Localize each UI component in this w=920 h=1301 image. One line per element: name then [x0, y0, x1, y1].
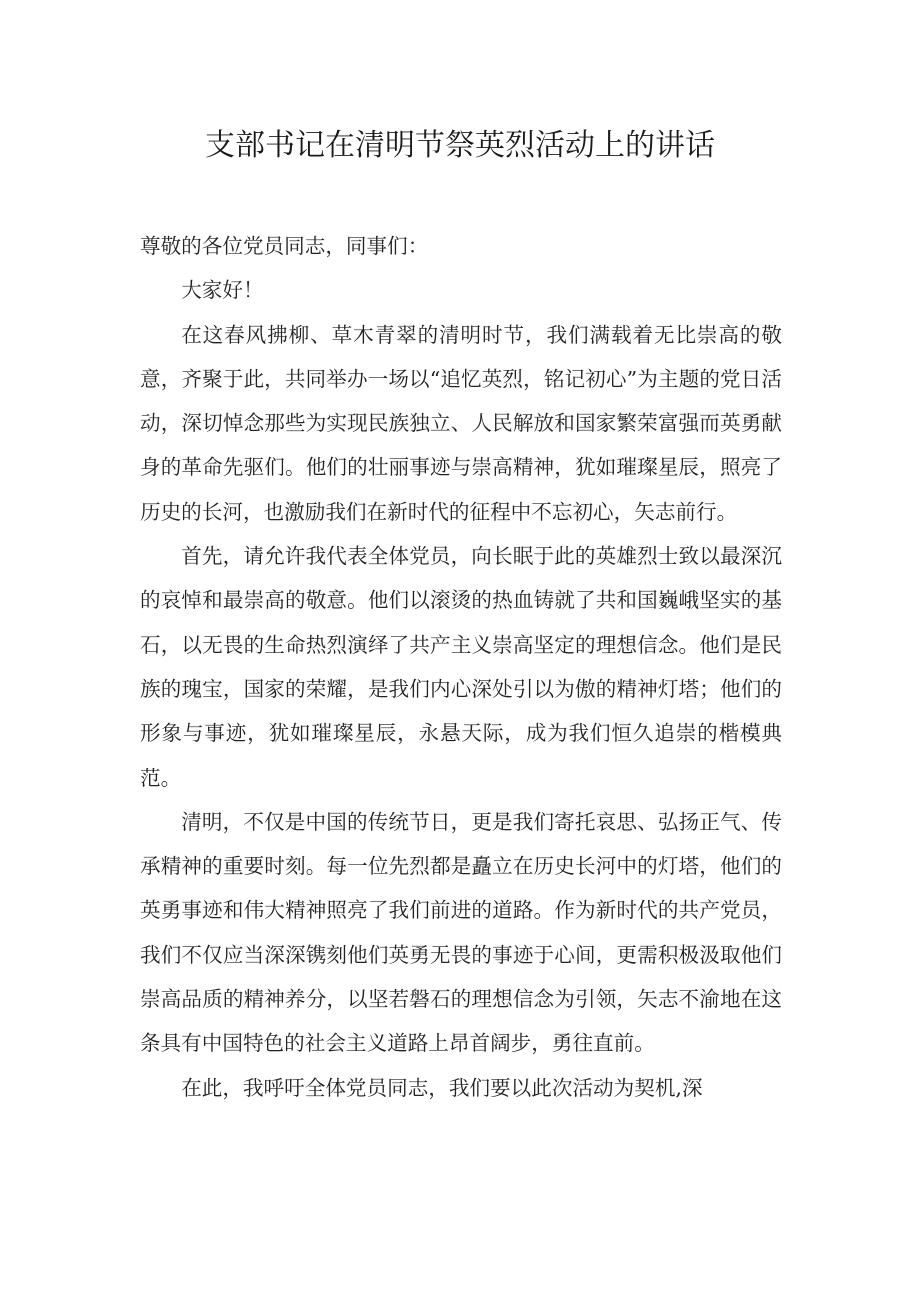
paragraph-2: 首先，请允许我代表全体党员，向长眠于此的英雄烈士致以最深沉的哀悼和最崇高的敬意。他们以滚烫的热血铸就了共和国巍峨坚实的基石，以无畏的生命热烈演绎了共产主义崇高坚定的理想信念。他们是民族的瑰宝，国家的荣耀，是我们内心深处引以为傲的精神灯塔；他们的形象与事迹，犹如璀璨星辰，永悬天际，成为我们恒久追崇的楷模典范。 — [140, 544, 782, 790]
greeting: 大家好！ — [181, 278, 264, 303]
paragraph-1: 在这春风拂柳、草木青翠的清明时节，我们满载着无比崇高的敬意，齐聚于此，共同举办一场以“追忆英烈，铭记初心”为主题的党日活动，深切悼念那些为实现民族独立、人民解放和国家繁荣富强而英勇献身的革命先驱们。他们的壮丽事迹与崇高精神，犹如璀璨星辰，照亮了历史的长河，也激励我们在新时代的征程中不忘初心，矢志前行。 — [140, 322, 782, 524]
salutation: 尊敬的各位党员同志，同事们： — [140, 234, 429, 258]
document-body — [140, 224, 782, 1110]
paragraph-3: 清明，不仅是中国的传统节日，更是我们寄托哀思、弘扬正气、传承精神的重要时刻。每一位先烈都是矗立在历史长河中的灯塔，他们的英勇事迹和伟大精神照亮了我们前进的道路。作为新时代的共产党员，我们不仅应当深深镌刻他们英勇无畏的事迹于心间，更需积极汲取他们崇高品质的精神养分，以坚若磐石的理想信念为引领，矢志不渝地在这条具有中国特色的社会主义道路上昂首阔步，勇往直前。 — [140, 809, 782, 1056]
paragraph-4: 在此，我呼吁全体党员同志，我们要以此次活动为契机,深 — [181, 1075, 703, 1100]
document-title: 支部书记在清明节祭英烈活动上的讲话 — [205, 128, 715, 163]
